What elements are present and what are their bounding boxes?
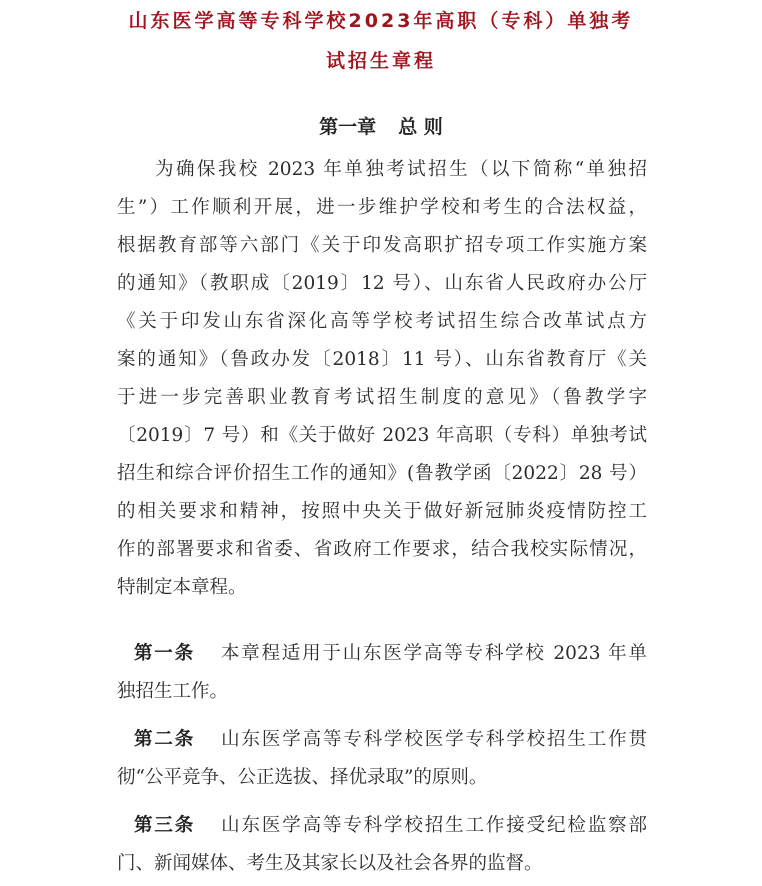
- document-title-line-2: 试招生章程: [325, 50, 436, 72]
- intro-line: 招生和综合评价招生工作的通知》(鲁教学函〔2022〕28 号）: [117, 463, 647, 484]
- intro-line: 于进一步完善职业教育考试招生制度的意见》（鲁教学字: [117, 387, 647, 408]
- intro-line: 作的部署要求和省委、省政府工作要求，结合我校实际情况，: [117, 539, 647, 560]
- chapter-number: 第一章: [319, 116, 377, 138]
- intro-line: 为确保我校 2023 年单独考试招生（以下简称“单独招: [155, 159, 647, 180]
- article-1-line-1: [134, 642, 647, 666]
- intro-line: 《关于印发山东省深化高等学校考试招生综合改革试点方: [117, 311, 647, 332]
- article-2-label: 第二条: [134, 729, 196, 750]
- article-2-line-1: [134, 728, 647, 752]
- intro-line: 根据教育部等六部门《关于印发高职扩招专项工作实施方案: [117, 235, 647, 256]
- article-1-label: 第一条: [134, 643, 195, 664]
- article-3-text: 山东医学高等专科学校招生工作接受纪检监察部: [221, 815, 647, 836]
- article-1-line-2: 独招生工作。: [117, 681, 229, 702]
- document-title-line-1: 山东医学高等专科学校2023年高职（专科）单独考: [128, 10, 634, 32]
- chapter-name: 总 则: [398, 116, 443, 138]
- article-3-line-2: 门、新闻媒体、考生及其家长以及社会各界的监督。: [117, 853, 543, 874]
- article-2-text: 山东医学高等专科学校医学专科学校招生工作贯: [221, 729, 647, 750]
- intro-line: 〔2019〕7 号）和《关于做好 2023 年高职（专科）单独考试: [117, 425, 647, 446]
- article-3-label: 第三条: [134, 815, 196, 836]
- intro-line: 生”）工作顺利开展，进一步维护学校和考生的合法权益，: [117, 197, 647, 218]
- intro-line: 案的通知》（鲁政办发〔2018〕11 号）、山东省教育厅《关: [117, 349, 647, 370]
- article-2-line-2: 彻“公平竞争、公正选拔、择优录取”的原则。: [117, 767, 488, 788]
- intro-line: 特制定本章程。: [117, 577, 247, 598]
- intro-line: 的通知》（教职成〔2019〕12 号）、山东省人民政府办公厅: [117, 273, 647, 294]
- article-3-line-1: [134, 814, 647, 838]
- intro-line: 的相关要求和精神，按照中央关于做好新冠肺炎疫情防控工: [117, 501, 647, 522]
- chapter-heading: [0, 112, 762, 139]
- article-1-text: 本章程适用于山东医学高等专科学校 2023 年单: [220, 643, 647, 664]
